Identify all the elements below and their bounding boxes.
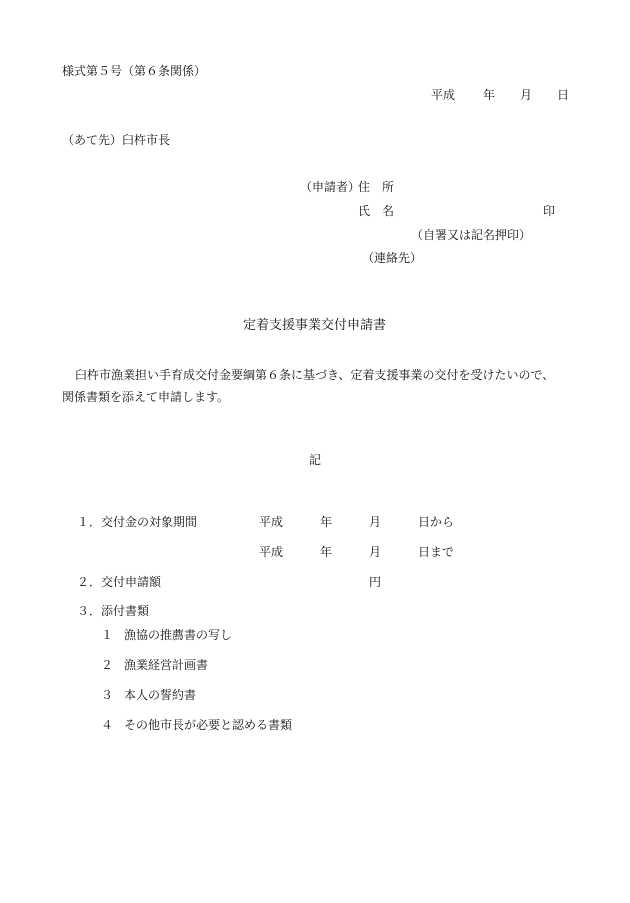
date-day: 日 xyxy=(557,88,570,102)
body-line-2: 関係書類を添えて申請します。 xyxy=(62,390,230,404)
seal-mark: 印 xyxy=(543,204,556,218)
attachment-num: ３ xyxy=(101,688,114,702)
item1-from-day: 日から xyxy=(418,515,455,529)
item1-to-year: 年 xyxy=(320,545,333,559)
date-year: 年 xyxy=(483,88,496,102)
attachment-text: 漁協の推薦書の写し xyxy=(124,628,233,642)
ki-heading: 記 xyxy=(309,453,322,467)
item1-to-day: 日まで xyxy=(418,545,455,559)
item1-to-month: 月 xyxy=(369,545,382,559)
name-label: 氏 名 xyxy=(358,204,395,218)
form-number: 様式第５号（第６条関係） xyxy=(62,64,207,78)
item2-unit: 円 xyxy=(369,575,382,589)
item1-label: １．交付金の対象期間 xyxy=(77,515,198,529)
item1-from-era: 平成 xyxy=(259,515,284,529)
item1-from-month: 月 xyxy=(369,515,382,529)
attachment-num: １ xyxy=(101,628,114,642)
document-title: 定着支援事業交付申請書 xyxy=(243,318,387,333)
item2-label: ２．交付申請額 xyxy=(77,575,162,589)
applicant-role: （申請者） xyxy=(300,180,361,194)
attachment-text: 漁業経営計画書 xyxy=(124,658,209,672)
address-label: 住 所 xyxy=(358,180,395,194)
signature-note: （自署又は記名押印） xyxy=(411,228,532,242)
item1-from-year: 年 xyxy=(320,515,333,529)
item3-label: ３．添付書類 xyxy=(77,604,150,618)
contact-label: （連絡先） xyxy=(362,251,423,265)
attachment-num: ４ xyxy=(101,718,114,732)
date-month: 月 xyxy=(520,88,533,102)
attachment-num: ２ xyxy=(101,658,114,672)
body-line-1: 臼杵市漁業担い手育成交付金要綱第６条に基づき、定着支援事業の交付を受けたいので、 xyxy=(75,368,555,382)
item1-to-era: 平成 xyxy=(259,545,284,559)
addressee: （あて先）臼杵市長 xyxy=(62,133,171,147)
date-era: 平成 xyxy=(431,88,456,102)
attachment-text: 本人の誓約書 xyxy=(124,688,197,702)
attachment-text: その他市長が必要と認める書類 xyxy=(124,718,293,732)
